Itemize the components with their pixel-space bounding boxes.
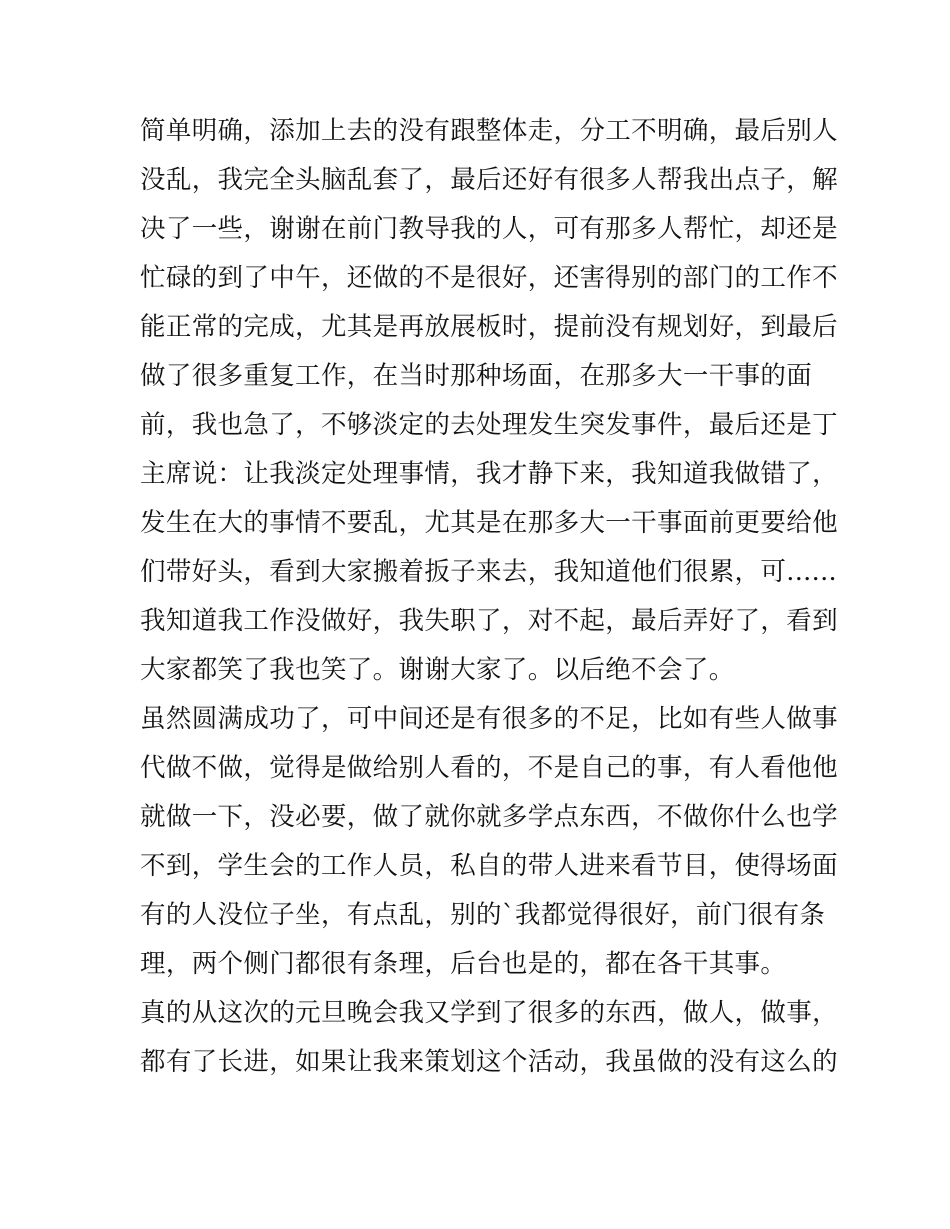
text-line: 代做不做，觉得是做给别人看的，不是自己的事，有人看他他 bbox=[140, 753, 838, 783]
text-line: 就做一下，没必要，做了就你就多学点东西，不做你什么也学 bbox=[140, 802, 838, 832]
text-line: 理，两个侧门都很有条理，后台也是的，都在各干其事。 bbox=[140, 949, 787, 979]
text-line: 不到，学生会的工作人员，私自的带人进来看节目，使得场面 bbox=[140, 851, 838, 881]
text-line: 能正常的完成，尤其是再放展板时，提前没有规划好，到最后 bbox=[140, 312, 838, 342]
text-line: 发生在大的事情不要乱，尤其是在那多大一干事面前更要给他 bbox=[140, 508, 838, 538]
text-line: 忙碌的到了中午，还做的不是很好，还害得别的部门的工作不 bbox=[140, 263, 838, 293]
text-line: 都有了长进，如果让我来策划这个活动，我虽做的没有这么的 bbox=[140, 1047, 838, 1077]
text-line: 做了很多重复工作，在当时那种场面，在那多大一干事的面 bbox=[140, 361, 813, 391]
text-line: 简单明确，添加上去的没有跟整体走，分工不明确，最后别人 bbox=[140, 116, 838, 146]
text-line: 们带好头，看到大家搬着扳子来去，我知道他们很累，可...... bbox=[140, 557, 837, 587]
text-line: 虽然圆满成功了，可中间还是有很多的不足，比如有些人做事 bbox=[140, 704, 838, 734]
text-line: 主席说：让我淡定处理事情，我才静下来，我知道我做错了， bbox=[140, 459, 838, 489]
text-line: 前，我也急了，不够淡定的去处理发生突发事件，最后还是丁 bbox=[140, 410, 838, 440]
text-line: 决了一些，谢谢在前门教导我的人，可有那多人帮忙，却还是 bbox=[140, 214, 838, 244]
text-line: 真的从这次的元旦晚会我又学到了很多的东西，做人，做事， bbox=[140, 998, 838, 1028]
text-line: 我知道我工作没做好，我失职了，对不起，最后弄好了，看到 bbox=[140, 606, 838, 636]
body-text bbox=[140, 107, 838, 1087]
text-line: 大家都笑了我也笑了。谢谢大家了。以后绝不会了。 bbox=[140, 655, 735, 685]
text-line: 没乱，我完全头脑乱套了，最后还好有很多人帮我出点子，解 bbox=[140, 165, 838, 195]
text-line: 有的人没位子坐，有点乱，别的`我都觉得很好，前门很有条 bbox=[140, 900, 826, 930]
